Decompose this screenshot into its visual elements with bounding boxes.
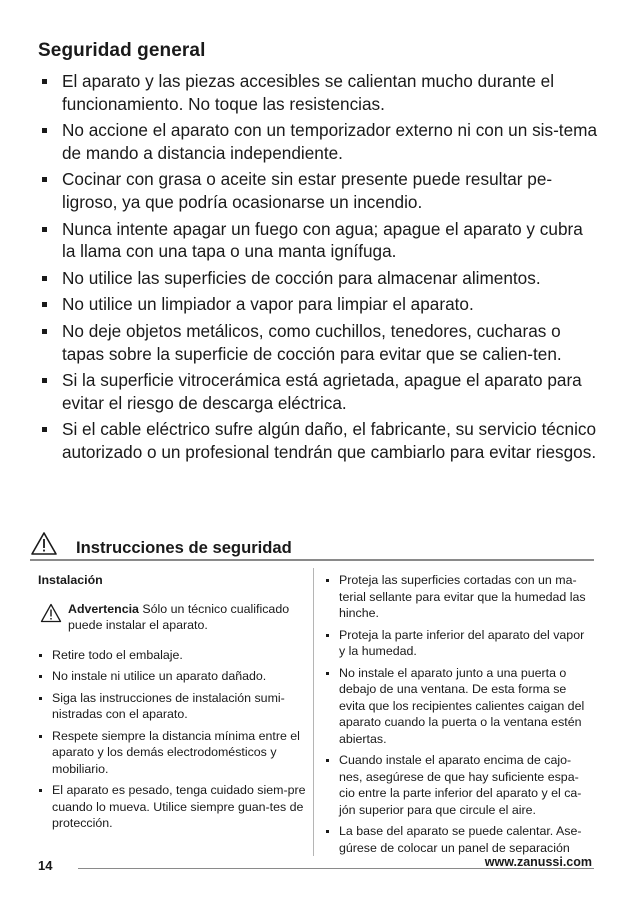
column-divider	[313, 568, 314, 856]
list-item: No utilice un limpiador a vapor para limpiar el aparato.	[38, 293, 598, 316]
safety-instructions-header	[30, 531, 594, 561]
list-item: La base del aparato se puede calentar. Ase-gúrese de colocar un panel de separación	[325, 823, 593, 856]
list-item: El aparato es pesado, tenga cuidado siem-pre cuando lo mueva. Utilice siempre guan-tes de protección.	[38, 782, 308, 832]
installation-warning	[38, 601, 308, 635]
list-item: Respete siempre la distancia mínima entre el aparato y los demás electrodomésticos y mobiliario.	[38, 728, 308, 778]
list-item: Si el cable eléctrico sufre algún daño, el fabricante, su servicio técnico autorizado o un profesional tendrán que cambiarlo para evitar riesgos.	[38, 418, 598, 463]
page-number: 14	[38, 858, 53, 873]
installation-list-left	[38, 647, 308, 832]
general-safety-list	[38, 70, 598, 468]
warning-triangle-icon	[30, 531, 58, 556]
list-item: Si la superficie vitrocerámica está agrietada, apague el aparato para evitar el riesgo de descarga eléctrica.	[38, 369, 598, 414]
list-item: El aparato y las piezas accesibles se calientan mucho durante el funcionamiento. No toque las resistencias.	[38, 70, 598, 115]
installation-list-right	[325, 572, 593, 856]
list-item: Nunca intente apagar un fuego con agua; apague el aparato y cubra la llama con una tapa o una manta ignífuga.	[38, 218, 598, 263]
list-item: No instale ni utilice un aparato dañado.	[38, 668, 308, 685]
installation-left-column	[38, 572, 308, 837]
list-item: Cocinar con grasa o aceite sin estar presente puede resultar pe-ligroso, ya que podría ocasionarse un incendio.	[38, 168, 598, 213]
warning-triangle-icon	[40, 603, 62, 623]
list-item: No accione el aparato con un temporizador externo ni con un sis-tema de mando a distancia independiente.	[38, 119, 598, 164]
list-item: Siga las instrucciones de instalación sumi-nistradas con el aparato.	[38, 690, 308, 723]
safety-instructions-title: Instrucciones de seguridad	[76, 538, 292, 557]
general-safety-heading: Seguridad general	[38, 40, 206, 61]
list-item: Cuando instale el aparato encima de cajo-nes, asegúrese de que hay suficiente espa-cio entre la parte inferior del aparato y el ca-jón superior para que circule el aire.	[325, 752, 593, 818]
list-item: Retire todo el embalaje.	[38, 647, 308, 664]
list-item: No utilice las superficies de cocción para almacenar alimentos.	[38, 267, 598, 290]
list-item: Proteja las superficies cortadas con un ma-terial sellante para evitar que la humedad las hinche.	[325, 572, 593, 622]
installation-subtitle: Instalación	[38, 573, 103, 587]
list-item: No instale el aparato junto a una puerta o debajo de una ventana. De esta forma se evita que los recipientes calientes caigan del aparato cuando la puerta o la ventana estén abiertas.	[325, 665, 593, 748]
warning-label: Advertencia	[68, 601, 139, 616]
installation-right-column	[325, 572, 593, 861]
website-url: www.zanussi.com	[484, 855, 592, 869]
list-item: Proteja la parte inferior del aparato del vapor y la humedad.	[325, 627, 593, 660]
warning-text: Sólo un técnico cualificado puede instalar el aparato.	[68, 601, 290, 632]
list-item: No deje objetos metálicos, como cuchillos, tenedores, cucharas o tapas sobre la superficie de cocción para evitar que se calien-ten.	[38, 320, 598, 365]
